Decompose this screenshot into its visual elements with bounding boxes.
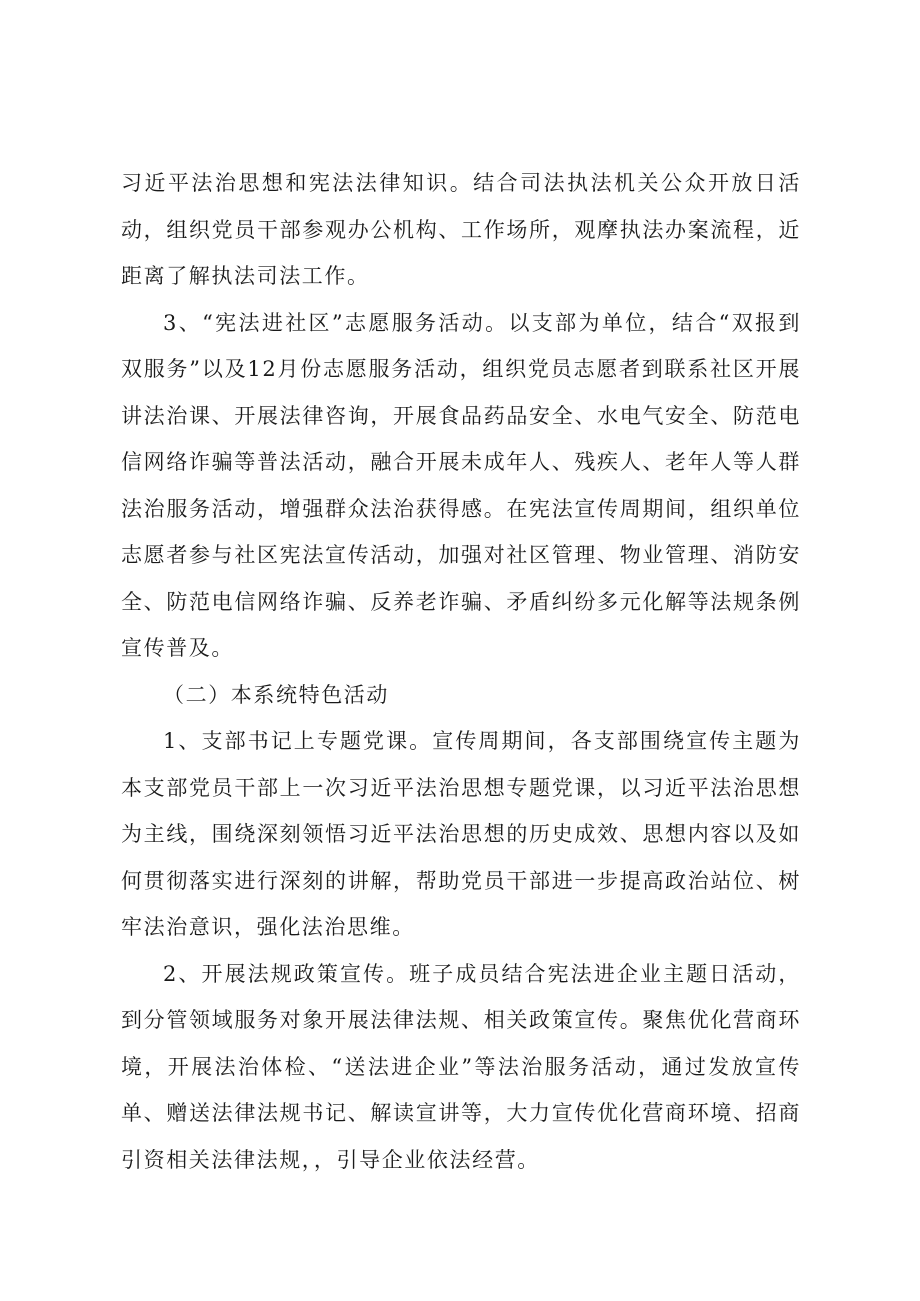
document-body (121, 160, 801, 1183)
paragraph-item-1: 1、支部书记上专题党课。宣传周期间，各支部围绕宣传主题为本支部党员干部上一次习近平法治思想专题党课，以习近平法治思想为主线，围绕深刻领悟习近平法治思想的历史成效、思想内容以及如何贯彻落实进行深刻的讲解，帮助党员干部进一步提高政治站位、树牢法治意识，强化法治思维。 (121, 729, 801, 939)
section-heading-2: （二）本系统特色活动 (163, 682, 389, 707)
paragraph-item-3: 3、“宪法进社区”志愿服务活动。以支部为单位，结合“双报到双服务”以及12月份志愿服务活动，组织党员志愿者到联系社区开展讲法治课、开展法律咨询，开展食品药品安全、水电气安全、防范电信网络诈骗等普法活动，融合开展未成年人、残疾人、老年人等人群法治服务活动，增强群众法治获得感。在宪法宣传周期间，组织单位志愿者参与社区宪法宣传活动，加强对社区管理、物业管理、消防安全、防范电信网络诈骗、反养老诈骗、矛盾纠纷多元化解等法规条例宣传普及。 (121, 310, 801, 660)
paragraph-continuation: 习近平法治思想和宪法法律知识。结合司法执法机关公众开放日活动，组织党员干部参观办公机构、工作场所，观摩执法办案流程，近距离了解执法司法工作。 (121, 171, 801, 288)
paragraph-item-2: 2、开展法规政策宣传。班子成员结合宪法进企业主题日活动，到分管领域服务对象开展法律法规、相关政策宣传。聚焦优化营商环境，开展法治体检、“送法进企业”等法治服务活动，通过发放宣传单、赠送法律法规书记、解读宣讲等，大力宣传优化营商环境、招商引资相关法律法规，，引导企业依法经营。 (121, 961, 801, 1172)
